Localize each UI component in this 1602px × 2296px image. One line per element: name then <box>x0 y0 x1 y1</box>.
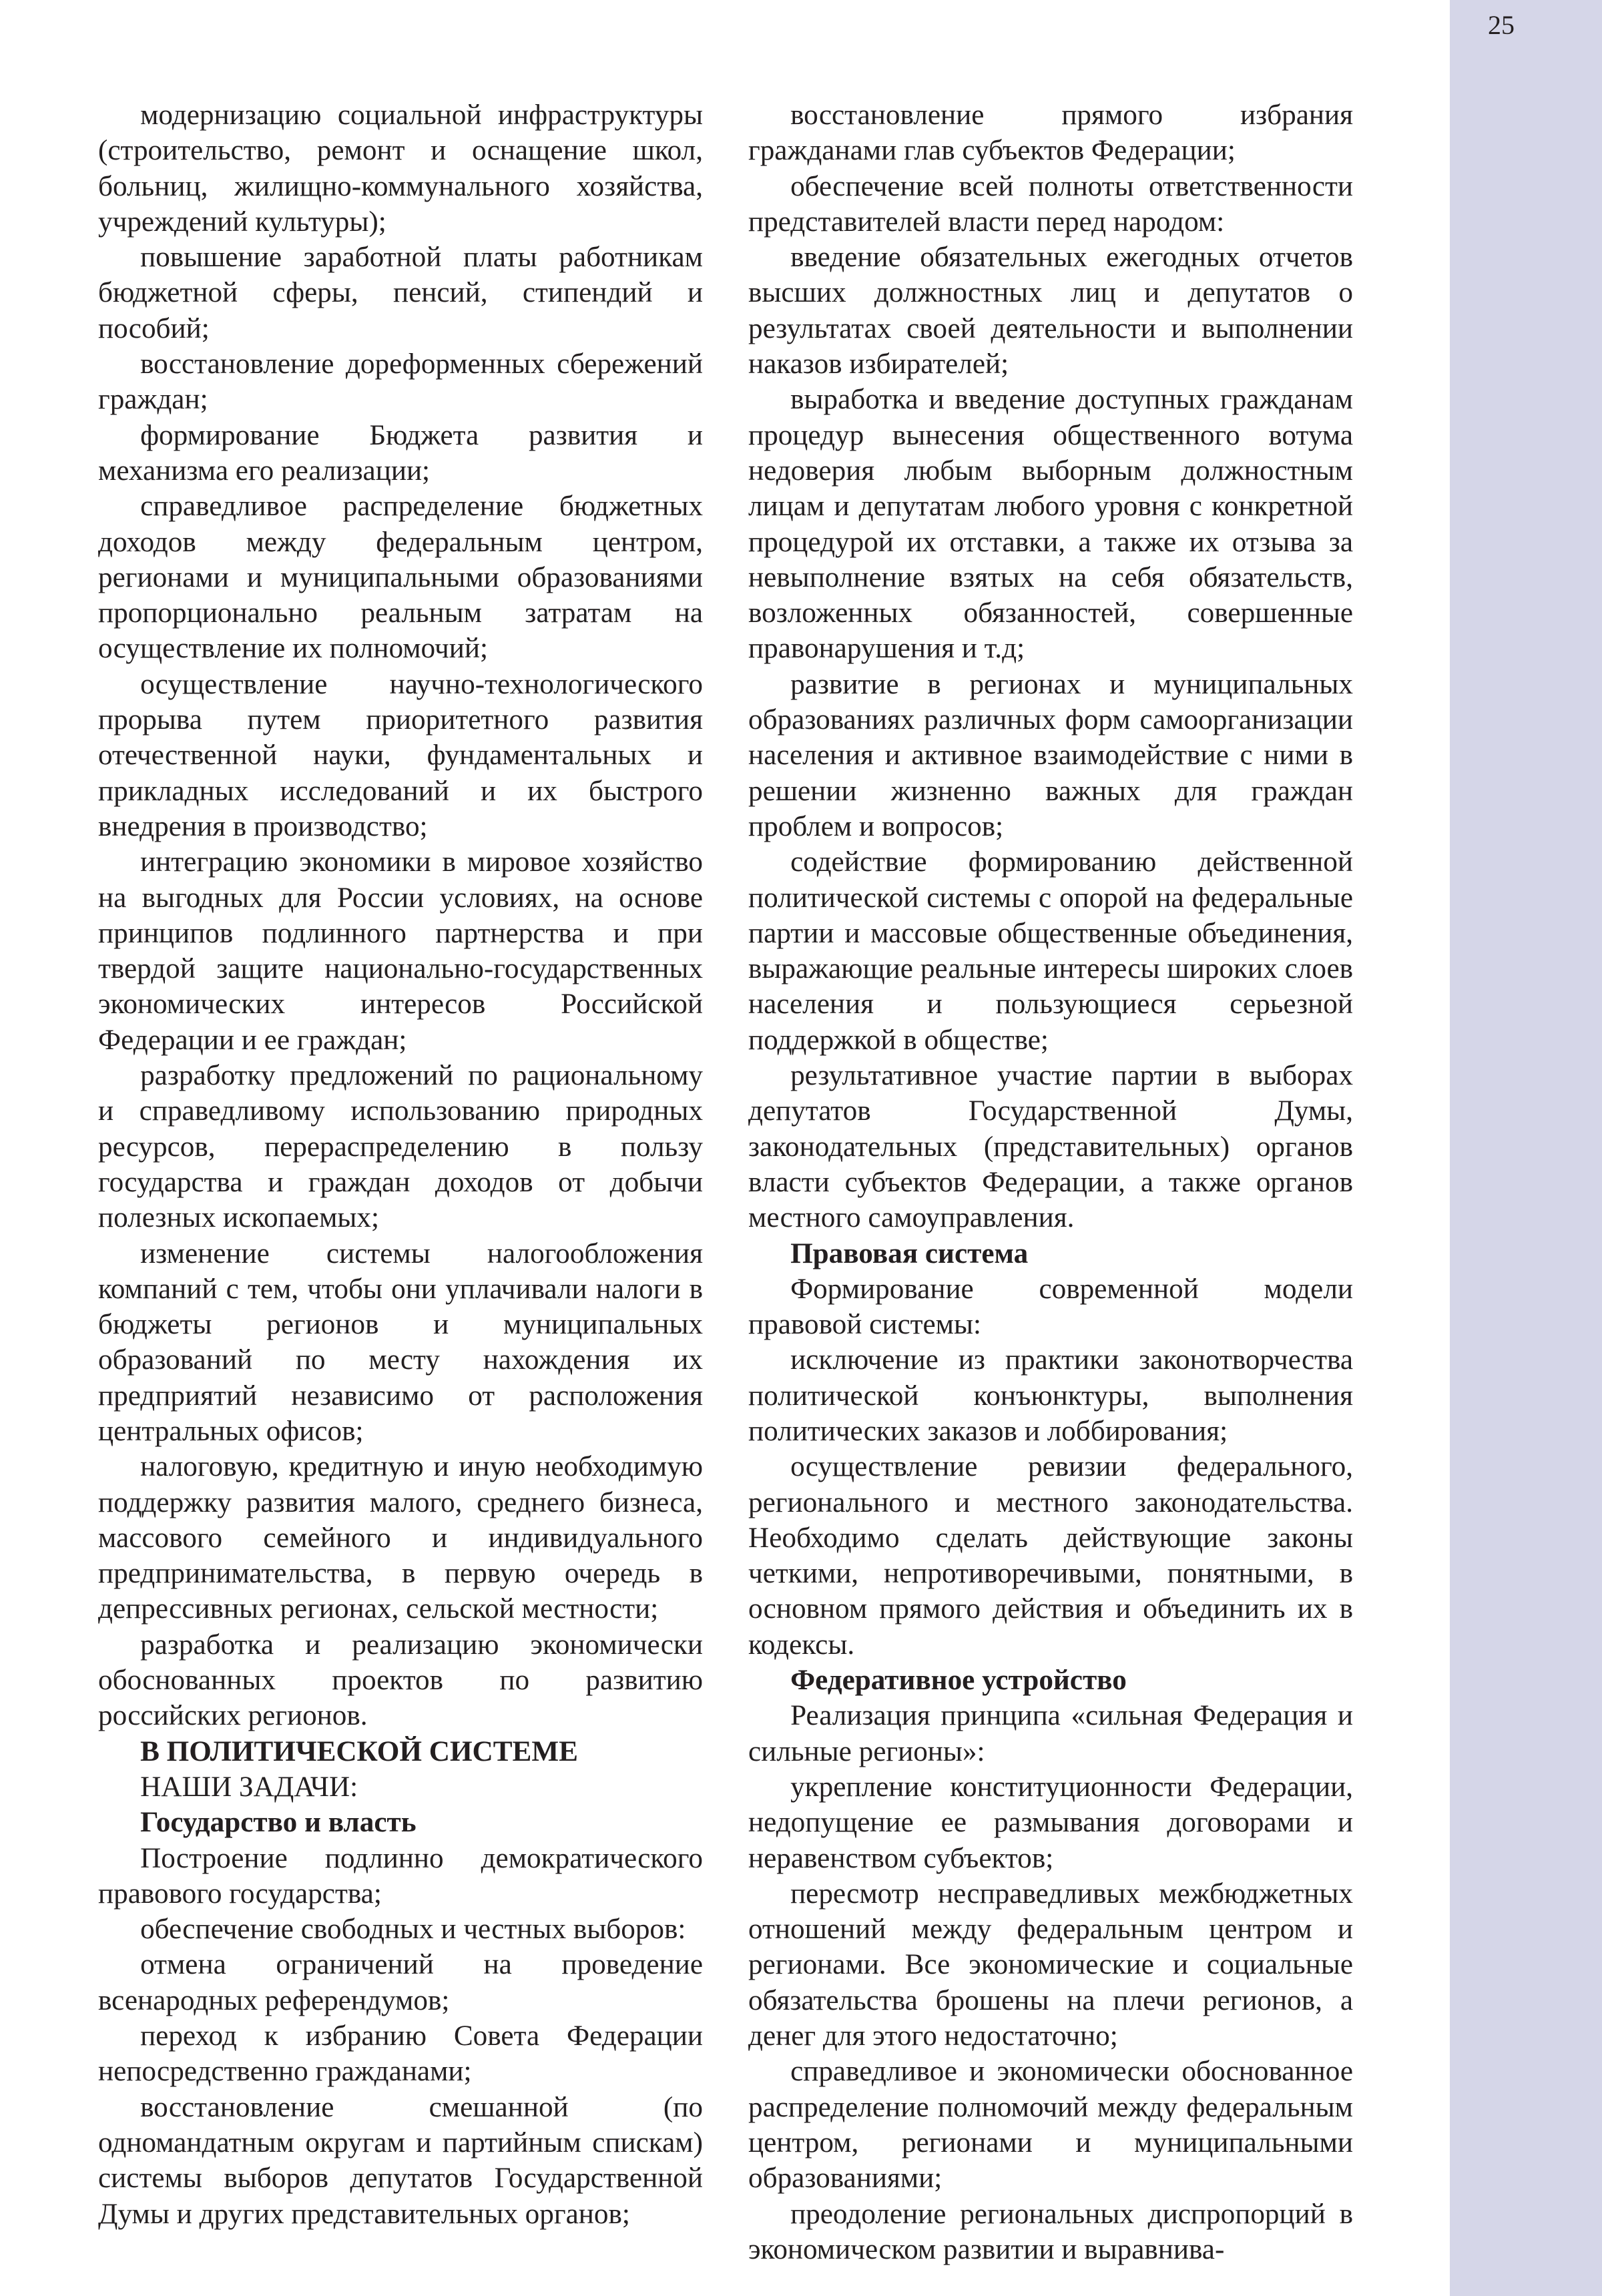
paragraph: переход к избранию Совета Федерации непосредственно гражданами; <box>98 2020 703 2088</box>
paragraph: выработка и введение доступных гражданам процедур вынесения общественного вотума недоверия любым выборным должностным лицам и депутатам любого уровня с конкретной процедурой их отставки, а также их отзыва за невыполнение взятых на себя обязательств, возложенных обязанностей, совершенные правонарушения и т.д; <box>748 384 1353 665</box>
subsection-heading-state-power: Государство и власть <box>140 1807 417 1839</box>
page-side-band <box>1450 0 1602 2296</box>
paragraph: справедливое распределение бюджетных доходов между федеральным центром, регионами и муниципальными образованиями пропорционально реальным затратам на осуществление их полномочий; <box>98 491 703 665</box>
subsection-heading-federal-structure: Федеративное устройство <box>790 1665 1127 1697</box>
paragraph: Построение подлинно демократического правового государства; <box>98 1842 703 1910</box>
paragraph: повышение заработной платы работникам бюджетной сферы, пенсий, стипендий и пособий; <box>98 242 703 344</box>
page-number: 25 <box>1488 10 1515 40</box>
subsection-heading-legal-system: Правовая система <box>790 1237 1029 1269</box>
paragraph: формирование Бюджета развития и механизма его реализации; <box>98 419 703 487</box>
section-subheading-our-tasks: НАШИ ЗАДАЧИ: <box>140 1771 358 1803</box>
paragraph: результативное участие партии в выборах депутатов Государственной Думы, законодательных (представительных) органов власти субъектов Федерации, а также органов местного самоуправления. <box>748 1060 1353 1234</box>
paragraph: введение обязательных ежегодных отчетов высших должностных лиц и депутатов о результатах своей деятельности и выполнении наказов избирателей; <box>748 242 1353 380</box>
paragraph: укрепление конституционности Федерации, недопущение ее размывания договорами и неравенством субъектов; <box>748 1771 1353 1874</box>
paragraph: разработка и реализацию экономически обоснованных проектов по развитию российских регионов. <box>98 1629 703 1732</box>
paragraph: обеспечение всей полноты ответственности представителей власти перед народом: <box>748 170 1353 238</box>
paragraph: исключение из практики законотворчества политической конъюнктуры, выполнения политических заказов и лоббирования; <box>748 1344 1353 1447</box>
paragraph: восстановление прямого избрания гражданами глав субъектов Федерации; <box>748 99 1353 167</box>
paragraph: справедливое и экономически обоснованное распределение полномочий между федеральным центром, регионами и муниципальными образованиями; <box>748 2056 1353 2195</box>
left-column <box>98 97 703 2232</box>
paragraph: разработку предложений по рациональному и справедливому использованию природных ресурсов, перераспределению в пользу государства и граждан доходов от добычи полезных ископаемых; <box>98 1060 703 1234</box>
paragraph: восстановление смешанной (по одномандатным округам и партийным спискам) системы выборов депутатов Государственной Думы и других представительных органов; <box>98 2091 703 2230</box>
paragraph: пересмотр несправедливых межбюджетных отношений между федеральным центром и регионами. Все экономические и социальные обязательства брошены на плечи регионов, а денег для этого недостаточно; <box>748 1878 1353 2052</box>
paragraph: налоговую, кредитную и иную необходимую поддержку развития малого, среднего бизнеса, массового семейного и индивидуального предпринимательства, в первую очередь в депрессивных регионах, сельской местности; <box>98 1451 703 1625</box>
paragraph: интеграцию экономики в мировое хозяйство на выгодных для России условиях, на основе принципов подлинного партнерства и при твердой защите национально-государственных экономических интересов Российской Федерации и ее граждан; <box>98 846 703 1056</box>
paragraph: осуществление ревизии федерального, регионального и местного законодательства. Необходимо сделать действующие законы четкими, непротиворечивыми, понятными, в основном прямого действия и объединить их в кодексы. <box>748 1451 1353 1661</box>
paragraph: осуществление научно-технологического прорыва путем приоритетного развития отечественной науки, фундаментальных и прикладных исследований и их быстрого внедрения в производство; <box>98 668 703 842</box>
paragraph: обеспечение свободных и честных выборов: <box>140 1914 686 1946</box>
right-column <box>748 97 1353 2267</box>
paragraph: изменение системы налогообложения компаний с тем, чтобы они уплачивали налоги в бюджеты регионов и муниципальных образований по месту нахождения их предприятий независимо от расположения центральных офисов; <box>98 1237 703 1447</box>
paragraph: отмена ограничений на проведение всенародных референдумов; <box>98 1949 703 2016</box>
paragraph: развитие в регионах и муниципальных образованиях различных форм самоорганизации населения и активное взаимодействие с ними в решении жизненно важных для граждан проблем и вопросов; <box>748 668 1353 842</box>
paragraph: содействие формированию действенной политической системы с опорой на федеральные партии и массовые общественные объединения, выражающие реальные интересы широких слоев населения и пользующиеся серьезной поддержкой в обществе; <box>748 846 1353 1056</box>
paragraph: преодоление региональных диспропорций в экономическом развитии и выравнива- <box>748 2198 1353 2265</box>
paragraph: Реализация принципа «сильная Федерация и сильные регионы»: <box>748 1700 1353 1767</box>
paragraph: модернизацию социальной инфраструктуры (строительство, ремонт и оснащение школ, больниц, жилищно-коммунального хозяйства, учреждений культуры); <box>98 99 703 238</box>
section-heading-political-system: В ПОЛИТИЧЕСКОЙ СИСТЕМЕ <box>140 1735 578 1767</box>
paragraph: Формирование современной модели правовой системы: <box>748 1273 1353 1341</box>
paragraph: восстановление дореформенных сбережений граждан; <box>98 348 703 416</box>
